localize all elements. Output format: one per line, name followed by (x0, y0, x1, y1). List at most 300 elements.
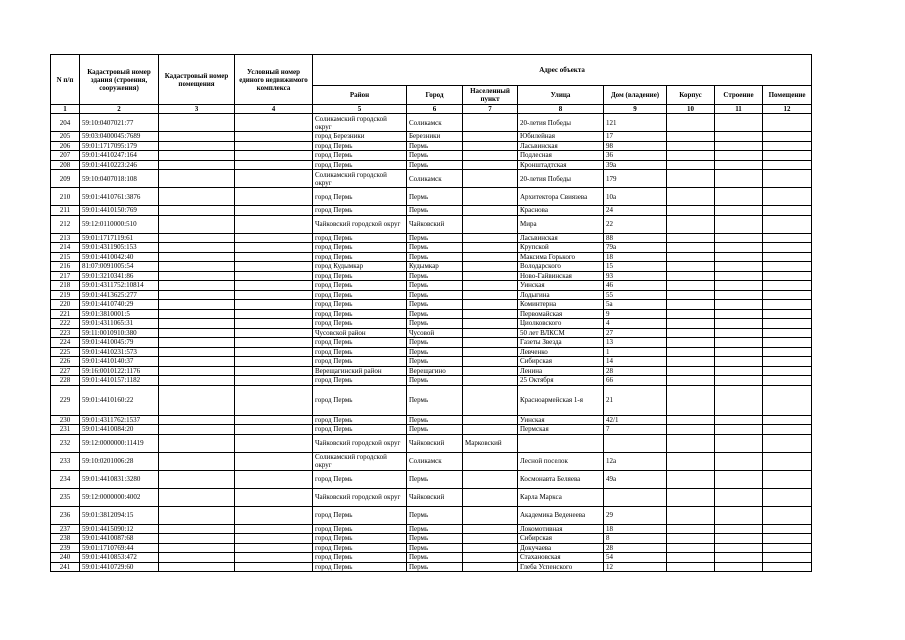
district-cell: город Пермь (313, 160, 407, 170)
building-cell (715, 366, 763, 376)
street-cell: Володарского (518, 262, 604, 272)
city-cell: Соликамск (407, 170, 463, 188)
settlement-cell (463, 347, 518, 357)
cadastral-number: 59:10:0407018:108 (80, 170, 159, 188)
table-body (51, 114, 812, 572)
room-cell (763, 252, 812, 262)
settlement-cell (463, 470, 518, 488)
street-cell: Ленина (518, 366, 604, 376)
building-cell (715, 452, 763, 470)
district-cell: город Пермь (313, 141, 407, 151)
row-number: 241 (51, 562, 80, 572)
street-cell: Локомотивная (518, 524, 604, 534)
header-premises-cadastral: Кадастровый номер помещения (159, 55, 235, 105)
building-cell (715, 132, 763, 142)
district-cell: город Березники (313, 132, 407, 142)
room-cell (763, 215, 812, 233)
house-cell: 10а (604, 188, 667, 206)
premises-cadastral-cell (159, 534, 235, 544)
premises-cadastral-cell (159, 233, 235, 243)
cadastral-number: 59:12:0000000:4002 (80, 488, 159, 506)
complex-number-cell (235, 425, 313, 435)
table-row (51, 366, 812, 376)
row-number: 213 (51, 233, 80, 243)
settlement-cell (463, 415, 518, 425)
district-cell: Соликамский городской округ (313, 170, 407, 188)
building-cell (715, 415, 763, 425)
table-row (51, 290, 812, 300)
complex-number-cell (235, 385, 313, 415)
korpus-cell (667, 290, 715, 300)
complex-number-cell (235, 434, 313, 452)
complex-number-cell (235, 290, 313, 300)
cadastral-number: 59:01:4311065:31 (80, 319, 159, 329)
table-row (51, 271, 812, 281)
complex-number-cell (235, 243, 313, 253)
street-cell: Подлесная (518, 151, 604, 161)
building-cell (715, 300, 763, 310)
row-number: 229 (51, 385, 80, 415)
korpus-cell (667, 385, 715, 415)
cadastral-number: 59:01:4410157:1182 (80, 376, 159, 386)
premises-cadastral-cell (159, 338, 235, 348)
city-cell: Пермь (407, 338, 463, 348)
street-cell: Сибирская (518, 534, 604, 544)
room-cell (763, 357, 812, 367)
house-cell: 28 (604, 366, 667, 376)
house-cell: 8 (604, 534, 667, 544)
building-cell (715, 170, 763, 188)
header-settlement: Населенный пункт (463, 86, 518, 105)
premises-cadastral-cell (159, 281, 235, 291)
room-cell (763, 415, 812, 425)
building-cell (715, 376, 763, 386)
building-cell (715, 243, 763, 253)
column-number: 6 (407, 105, 463, 114)
row-number: 214 (51, 243, 80, 253)
cadastral-number: 59:01:4410084:20 (80, 425, 159, 435)
table-row (51, 151, 812, 161)
district-cell: город Пермь (313, 415, 407, 425)
house-cell (604, 434, 667, 452)
row-number: 208 (51, 160, 80, 170)
city-cell: Пермь (407, 415, 463, 425)
building-cell (715, 347, 763, 357)
complex-number-cell (235, 328, 313, 338)
table-row (51, 328, 812, 338)
korpus-cell (667, 300, 715, 310)
table-row (51, 132, 812, 142)
building-cell (715, 488, 763, 506)
table-row (51, 215, 812, 233)
street-cell: Ласьвинская (518, 141, 604, 151)
district-cell: город Пермь (313, 562, 407, 572)
settlement-cell (463, 252, 518, 262)
premises-cadastral-cell (159, 114, 235, 132)
korpus-cell (667, 470, 715, 488)
row-number: 236 (51, 506, 80, 524)
city-cell: Верещагино (407, 366, 463, 376)
row-number: 233 (51, 452, 80, 470)
row-number: 224 (51, 338, 80, 348)
table-row (51, 524, 812, 534)
city-cell: Чусовой (407, 328, 463, 338)
building-cell (715, 290, 763, 300)
column-number: 1 (51, 105, 80, 114)
district-cell: город Пермь (313, 290, 407, 300)
city-cell: Пермь (407, 151, 463, 161)
cadastral-number: 59:01:4410140:37 (80, 357, 159, 367)
premises-cadastral-cell (159, 347, 235, 357)
premises-cadastral-cell (159, 562, 235, 572)
premises-cadastral-cell (159, 357, 235, 367)
cadastral-number: 59:12:0000000:11419 (80, 434, 159, 452)
table-row (51, 319, 812, 329)
cadastral-number: 59:01:4311905:153 (80, 243, 159, 253)
premises-cadastral-cell (159, 262, 235, 272)
table-row (51, 506, 812, 524)
settlement-cell (463, 534, 518, 544)
complex-number-cell (235, 160, 313, 170)
table-row (51, 470, 812, 488)
row-number: 234 (51, 470, 80, 488)
cadastral-number: 59:01:4410223:246 (80, 160, 159, 170)
cadastral-number: 59:01:4410087:68 (80, 534, 159, 544)
building-cell (715, 524, 763, 534)
city-cell: Пермь (407, 281, 463, 291)
premises-cadastral-cell (159, 366, 235, 376)
house-cell: 4 (604, 319, 667, 329)
city-cell: Пермь (407, 160, 463, 170)
complex-number-cell (235, 309, 313, 319)
row-number: 212 (51, 215, 80, 233)
table-row (51, 160, 812, 170)
settlement-cell (463, 132, 518, 142)
street-cell: Левченко (518, 347, 604, 357)
complex-number-cell (235, 470, 313, 488)
header-building: Строение (715, 86, 763, 105)
city-cell: Пермь (407, 425, 463, 435)
street-cell: Максима Горького (518, 252, 604, 262)
premises-cadastral-cell (159, 309, 235, 319)
settlement-cell (463, 562, 518, 572)
district-cell: Чайковский городской округ (313, 488, 407, 506)
room-cell (763, 366, 812, 376)
house-cell: 15 (604, 262, 667, 272)
cadastral-number: 59:01:4410042:40 (80, 252, 159, 262)
city-cell: Пермь (407, 534, 463, 544)
house-cell: 24 (604, 206, 667, 216)
building-cell (715, 262, 763, 272)
cadastral-number: 59:01:4410045:79 (80, 338, 159, 348)
row-number: 217 (51, 271, 80, 281)
korpus-cell (667, 141, 715, 151)
row-number: 204 (51, 114, 80, 132)
premises-cadastral-cell (159, 452, 235, 470)
city-cell: Пермь (407, 188, 463, 206)
district-cell: город Пермь (313, 553, 407, 563)
premises-cadastral-cell (159, 141, 235, 151)
building-cell (715, 385, 763, 415)
header-street: Улица (518, 86, 604, 105)
room-cell (763, 188, 812, 206)
table-row (51, 415, 812, 425)
complex-number-cell (235, 488, 313, 506)
header-num: N п/п (51, 55, 80, 105)
room-cell (763, 328, 812, 338)
row-number: 219 (51, 290, 80, 300)
row-number: 209 (51, 170, 80, 188)
settlement-cell (463, 281, 518, 291)
cadastral-number: 59:01:4410761:3876 (80, 188, 159, 206)
building-cell (715, 309, 763, 319)
complex-number-cell (235, 300, 313, 310)
street-cell: Академика Веденеева (518, 506, 604, 524)
premises-cadastral-cell (159, 328, 235, 338)
district-cell: город Пермь (313, 188, 407, 206)
settlement-cell (463, 488, 518, 506)
city-cell: Пермь (407, 506, 463, 524)
row-number: 222 (51, 319, 80, 329)
complex-number-cell (235, 524, 313, 534)
korpus-cell (667, 206, 715, 216)
district-cell: город Пермь (313, 385, 407, 415)
room-cell (763, 338, 812, 348)
complex-number-cell (235, 114, 313, 132)
header-district: Район (313, 86, 407, 105)
house-cell: 54 (604, 553, 667, 563)
house-cell: 21 (604, 385, 667, 415)
cadastral-number: 59:01:4410831:3280 (80, 470, 159, 488)
city-cell: Пермь (407, 233, 463, 243)
room-cell (763, 385, 812, 415)
city-cell: Кудымкар (407, 262, 463, 272)
street-cell (518, 434, 604, 452)
premises-cadastral-cell (159, 524, 235, 534)
korpus-cell (667, 347, 715, 357)
district-cell: город Пермь (313, 425, 407, 435)
cadastral-number: 81:07:0091005:54 (80, 262, 159, 272)
city-cell: Чайковский (407, 215, 463, 233)
room-cell (763, 290, 812, 300)
korpus-cell (667, 281, 715, 291)
house-cell: 39а (604, 160, 667, 170)
korpus-cell (667, 376, 715, 386)
complex-number-cell (235, 534, 313, 544)
house-cell: 27 (604, 328, 667, 338)
complex-number-cell (235, 562, 313, 572)
district-cell: город Пермь (313, 376, 407, 386)
korpus-cell (667, 243, 715, 253)
room-cell (763, 243, 812, 253)
complex-number-cell (235, 357, 313, 367)
row-number: 218 (51, 281, 80, 291)
korpus-cell (667, 534, 715, 544)
building-cell (715, 328, 763, 338)
city-cell: Пермь (407, 290, 463, 300)
street-cell: Коминтерна (518, 300, 604, 310)
building-cell (715, 506, 763, 524)
settlement-cell (463, 262, 518, 272)
premises-cadastral-cell (159, 319, 235, 329)
house-cell: 121 (604, 114, 667, 132)
district-cell: город Пермь (313, 151, 407, 161)
settlement-cell (463, 425, 518, 435)
room-cell (763, 524, 812, 534)
korpus-cell (667, 366, 715, 376)
city-cell: Пермь (407, 385, 463, 415)
column-number: 12 (763, 105, 812, 114)
column-number: 7 (463, 105, 518, 114)
cadastral-number: 59:01:1710769:44 (80, 543, 159, 553)
row-number: 238 (51, 534, 80, 544)
house-cell: 12 (604, 562, 667, 572)
cadastral-number: 59:01:4410247:164 (80, 151, 159, 161)
row-number: 211 (51, 206, 80, 216)
room-cell (763, 425, 812, 435)
korpus-cell (667, 357, 715, 367)
premises-cadastral-cell (159, 170, 235, 188)
settlement-cell (463, 290, 518, 300)
city-cell: Пермь (407, 319, 463, 329)
house-cell: 17 (604, 132, 667, 142)
settlement-cell (463, 206, 518, 216)
korpus-cell (667, 114, 715, 132)
premises-cadastral-cell (159, 151, 235, 161)
complex-number-cell (235, 376, 313, 386)
room-cell (763, 170, 812, 188)
house-cell (604, 488, 667, 506)
district-cell: город Пермь (313, 357, 407, 367)
cadastral-number: 59:10:0201006:28 (80, 452, 159, 470)
row-number: 227 (51, 366, 80, 376)
row-number: 207 (51, 151, 80, 161)
building-cell (715, 215, 763, 233)
premises-cadastral-cell (159, 376, 235, 386)
room-cell (763, 271, 812, 281)
table-row (51, 309, 812, 319)
korpus-cell (667, 562, 715, 572)
street-cell: Уинская (518, 281, 604, 291)
district-cell: город Пермь (313, 233, 407, 243)
row-number: 225 (51, 347, 80, 357)
complex-number-cell (235, 452, 313, 470)
house-cell: 93 (604, 271, 667, 281)
room-cell (763, 347, 812, 357)
settlement-cell (463, 366, 518, 376)
settlement-cell (463, 357, 518, 367)
district-cell: город Пермь (313, 309, 407, 319)
cadastral-number: 59:16:0010122:1176 (80, 366, 159, 376)
table-row (51, 562, 812, 572)
house-cell: 9 (604, 309, 667, 319)
city-cell: Пермь (407, 252, 463, 262)
district-cell: Чайковский городской округ (313, 215, 407, 233)
street-cell: Мира (518, 215, 604, 233)
building-cell (715, 562, 763, 572)
city-cell: Соликамск (407, 452, 463, 470)
city-cell: Пермь (407, 243, 463, 253)
settlement-cell (463, 319, 518, 329)
header-room: Помещение (763, 86, 812, 105)
complex-number-cell (235, 262, 313, 272)
house-cell: 14 (604, 357, 667, 367)
district-cell: город Пермь (313, 338, 407, 348)
cadastral-number: 59:01:4415090:12 (80, 524, 159, 534)
korpus-cell (667, 415, 715, 425)
header-address: Адрес объекта (313, 55, 812, 86)
cadastral-number: 59:03:0400045:7689 (80, 132, 159, 142)
objects-table (50, 54, 812, 572)
korpus-cell (667, 252, 715, 262)
room-cell (763, 506, 812, 524)
settlement-cell (463, 524, 518, 534)
room-cell (763, 141, 812, 151)
street-cell: Карла Маркса (518, 488, 604, 506)
row-number: 228 (51, 376, 80, 386)
room-cell (763, 488, 812, 506)
building-cell (715, 160, 763, 170)
building-cell (715, 271, 763, 281)
column-number: 8 (518, 105, 604, 114)
settlement-cell (463, 271, 518, 281)
row-number: 206 (51, 141, 80, 151)
city-cell: Пермь (407, 524, 463, 534)
room-cell (763, 151, 812, 161)
building-cell (715, 434, 763, 452)
street-cell: Кронштадтская (518, 160, 604, 170)
registry-sheet (50, 54, 811, 572)
street-cell: Архитектора Свиязева (518, 188, 604, 206)
korpus-cell (667, 132, 715, 142)
complex-number-cell (235, 506, 313, 524)
table-row (51, 534, 812, 544)
premises-cadastral-cell (159, 160, 235, 170)
table-row (51, 434, 812, 452)
settlement-cell (463, 215, 518, 233)
complex-number-cell (235, 347, 313, 357)
table-row (51, 425, 812, 435)
city-cell: Пермь (407, 543, 463, 553)
settlement-cell (463, 170, 518, 188)
house-cell: 7 (604, 425, 667, 435)
building-cell (715, 338, 763, 348)
room-cell (763, 319, 812, 329)
row-number: 210 (51, 188, 80, 206)
settlement-cell (463, 160, 518, 170)
street-cell: Первомайская (518, 309, 604, 319)
korpus-cell (667, 188, 715, 206)
settlement-cell (463, 385, 518, 415)
house-cell: 13 (604, 338, 667, 348)
header-complex: Условный номер единого недвижимого комплекса (235, 55, 313, 105)
column-number: 5 (313, 105, 407, 114)
column-number: 3 (159, 105, 235, 114)
house-cell: 5а (604, 300, 667, 310)
street-cell: Циолковского (518, 319, 604, 329)
korpus-cell (667, 262, 715, 272)
korpus-cell (667, 215, 715, 233)
table-row (51, 338, 812, 348)
city-cell: Чайковский (407, 488, 463, 506)
korpus-cell (667, 338, 715, 348)
street-cell: Стахановская (518, 553, 604, 563)
room-cell (763, 543, 812, 553)
city-cell: Пермь (407, 347, 463, 357)
settlement-cell (463, 243, 518, 253)
street-cell: Ново-Гайвинская (518, 271, 604, 281)
district-cell: город Пермь (313, 319, 407, 329)
